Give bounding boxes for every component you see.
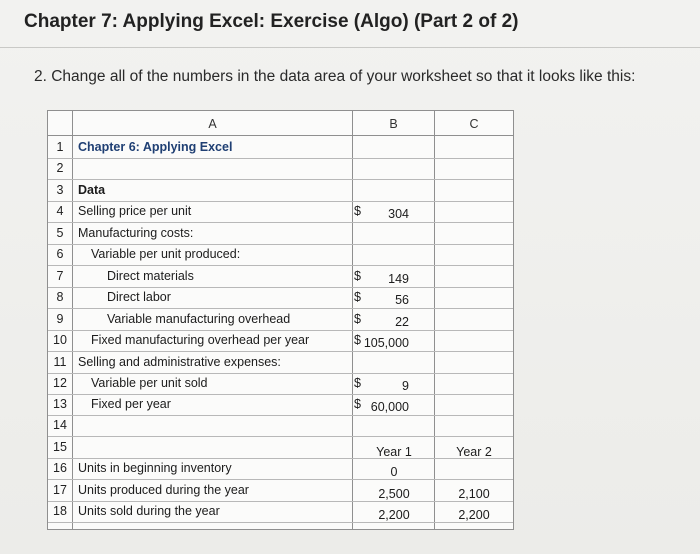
column-header-a: A <box>208 117 217 131</box>
row-number: 17 <box>53 483 67 497</box>
row-divider <box>48 201 513 202</box>
cell-a-label: Units in beginning inventory <box>78 461 232 475</box>
cell-b-value: 105,000 <box>363 336 409 350</box>
column-divider-rownum <box>72 111 73 529</box>
row-divider <box>48 265 513 266</box>
row-number: 14 <box>53 418 67 432</box>
row-number: 13 <box>53 397 67 411</box>
cell-b-value: 0 <box>390 465 398 479</box>
cell-b-currency: $ <box>354 312 361 326</box>
row-divider <box>48 287 513 288</box>
cell-a-label: Units produced during the year <box>78 483 249 497</box>
cell-a-label: Variable per unit produced: <box>91 247 241 261</box>
row-number: 7 <box>56 269 64 283</box>
page-title: Chapter 7: Applying Excel: Exercise (Algo) (Part 2 of 2) <box>24 11 519 32</box>
cell-b-value: 2,500 <box>378 487 410 501</box>
cell-a-label: Selling price per unit <box>78 204 192 218</box>
cell-b-currency: $ <box>354 397 361 411</box>
cell-a-label: Variable per unit sold <box>91 376 208 390</box>
cell-a-label: Fixed per year <box>91 397 171 411</box>
cell-a-label: Chapter 6: Applying Excel <box>78 140 233 154</box>
cell-b-value: 149 <box>388 272 409 286</box>
row-number: 12 <box>53 376 67 390</box>
cell-c-value: 2,100 <box>458 487 490 501</box>
row-divider <box>48 436 513 437</box>
cell-a-label: Units sold during the year <box>78 504 220 518</box>
cell-a-label: Data <box>78 183 106 197</box>
cell-b-currency: $ <box>354 333 361 347</box>
header-row-divider <box>48 135 513 136</box>
cell-a-label: Variable manufacturing overhead <box>107 312 291 326</box>
row-divider <box>48 415 513 416</box>
column-header-b: B <box>389 117 398 131</box>
cell-c-value: 2,200 <box>458 508 490 522</box>
row-divider <box>48 351 513 352</box>
row-divider <box>48 330 513 331</box>
cell-a-label: Fixed manufacturing overhead per year <box>91 333 310 347</box>
row-number: 5 <box>56 226 64 240</box>
row-divider <box>48 158 513 159</box>
title-divider <box>0 47 700 48</box>
cell-b-value: 60,000 <box>370 400 409 414</box>
cell-b-currency: $ <box>354 376 361 390</box>
cell-b-value: 9 <box>402 379 409 393</box>
cell-b-currency: $ <box>354 290 361 304</box>
row-number: 15 <box>53 440 67 454</box>
cell-b-value: 56 <box>395 293 409 307</box>
row-number: 2 <box>56 161 64 175</box>
row-number: 16 <box>53 461 67 475</box>
cell-a-label: Selling and administrative expenses: <box>78 355 281 369</box>
cell-a-label: Manufacturing costs: <box>78 226 194 240</box>
row-divider <box>48 244 513 245</box>
cell-b-value: 2,200 <box>378 508 410 522</box>
row-number: 6 <box>56 247 64 261</box>
row-number: 11 <box>53 355 67 369</box>
year-1-header: Year 1 <box>376 445 412 459</box>
row-number: 9 <box>56 312 64 326</box>
cell-b-currency: $ <box>354 204 361 218</box>
row-divider <box>48 373 513 374</box>
row-number: 4 <box>56 204 64 218</box>
row-divider <box>48 308 513 309</box>
worksheet <box>47 110 514 530</box>
cell-a-label: Direct labor <box>107 290 171 304</box>
cell-b-value: 22 <box>395 315 409 329</box>
row-divider <box>48 222 513 223</box>
row-divider <box>48 179 513 180</box>
cell-a-label: Direct materials <box>107 269 194 283</box>
column-header-c: C <box>469 117 479 131</box>
row-divider <box>48 479 513 480</box>
row-divider <box>48 394 513 395</box>
row-number: 18 <box>53 504 67 518</box>
row-number: 8 <box>56 290 64 304</box>
year-2-header: Year 2 <box>456 445 492 459</box>
row-number: 3 <box>56 183 64 197</box>
instruction-text: 2. Change all of the numbers in the data area of your worksheet so that it looks like this: <box>34 68 636 85</box>
row-number: 10 <box>53 333 67 347</box>
cell-b-currency: $ <box>354 269 361 283</box>
cell-b-value: 304 <box>388 207 409 221</box>
row-number: 1 <box>56 140 64 154</box>
